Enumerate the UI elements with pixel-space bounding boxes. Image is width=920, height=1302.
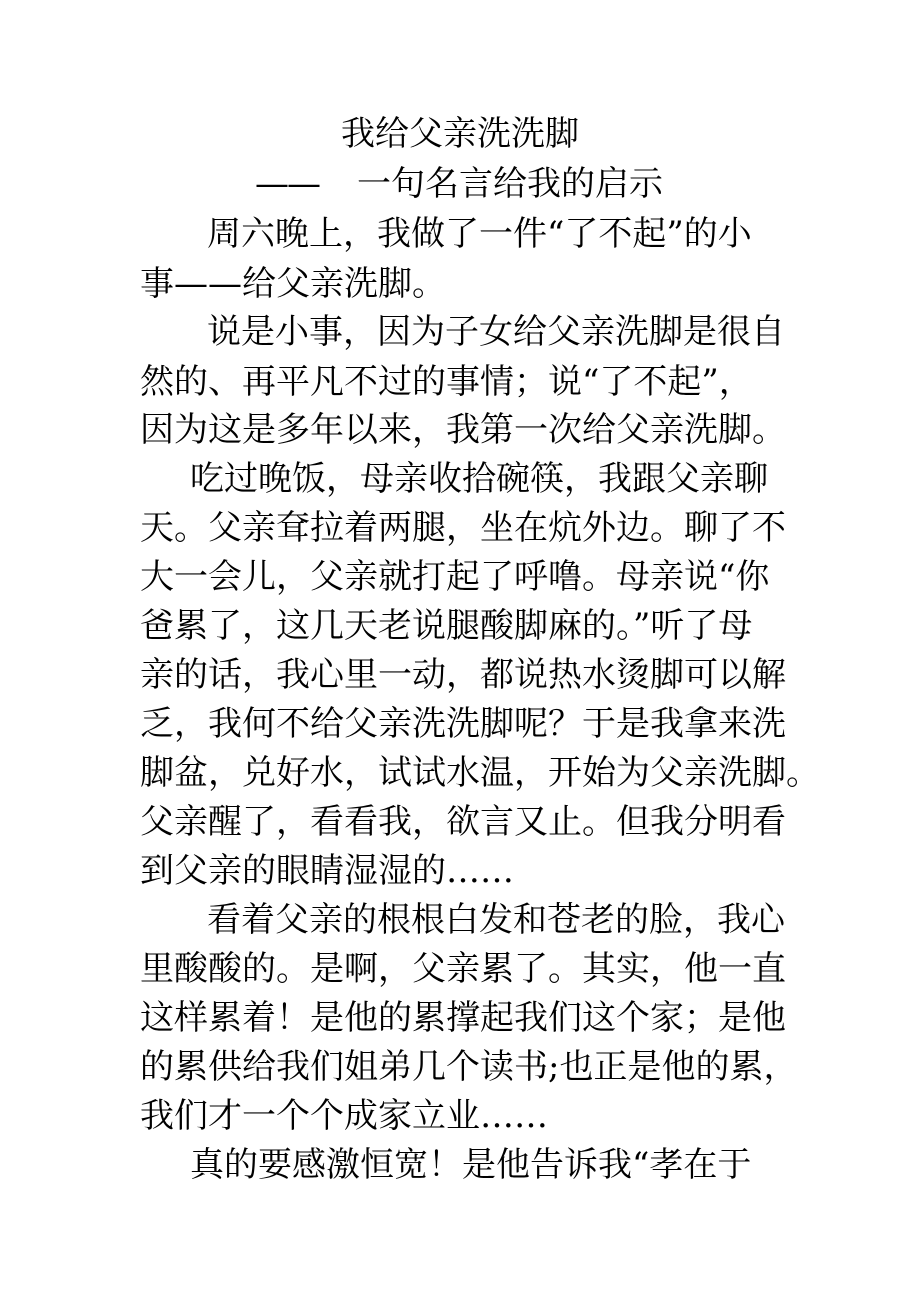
text-line: 看着父亲的根根白发和苍老的脸，我心 xyxy=(207,900,785,940)
text-line: 说是小事，因为子女给父亲洗脚是很自 xyxy=(207,312,785,352)
text-line: 这样累着！是他的累撑起我们这个家；是他 xyxy=(140,998,786,1038)
text-line: 我们才一个个成家立业…… xyxy=(140,1096,548,1136)
text-line: 到父亲的眼睛湿湿的…… xyxy=(140,851,514,891)
text-line: 周六晚上，我做了一件“了不起”的小 xyxy=(207,214,752,254)
text-line: 然的、再平凡不过的事情；说“了不起”， xyxy=(140,362,753,402)
subtitle-text: 一句名言给我的启示 xyxy=(357,164,663,204)
text-line: 真的要感激恒宽！是他告诉我“孝在于 xyxy=(190,1145,752,1185)
document-title: 我给父亲洗洗脚 xyxy=(341,114,579,154)
text-line: 事——给父亲洗脚。 xyxy=(140,264,446,304)
text-line: 的累供给我们姐弟几个读书;也正是他的累， xyxy=(140,1047,798,1087)
text-line: 吃过晚饭，母亲收拾碗筷，我跟父亲聊 xyxy=(190,459,768,499)
text-line: 亲的话，我心里一动，都说热水烫脚可以解 xyxy=(140,655,786,695)
text-line: 因为这是多年以来，我第一次给父亲洗脚。 xyxy=(140,410,786,450)
text-line: 里酸酸的。是啊，父亲累了。其实，他一直 xyxy=(140,949,786,989)
document-subtitle xyxy=(255,164,663,204)
text-line: 天。父亲耷拉着两腿，坐在炕外边。聊了不 xyxy=(140,508,786,548)
text-line: 爸累了，这几天老说腿酸脚麻的。”听了母 xyxy=(140,606,753,646)
text-line: 脚盆，兑好水，试试水温，开始为父亲洗脚。 xyxy=(140,753,820,793)
text-line: 父亲醒了，看看我，欲言又止。但我分明看 xyxy=(140,802,786,842)
text-line: 大一会儿，父亲就打起了呼噜。母亲说“你 xyxy=(140,557,770,597)
text-line: 乏，我何不给父亲洗洗脚呢？于是我拿来洗 xyxy=(140,704,786,744)
subtitle-dash: —— xyxy=(255,164,319,204)
